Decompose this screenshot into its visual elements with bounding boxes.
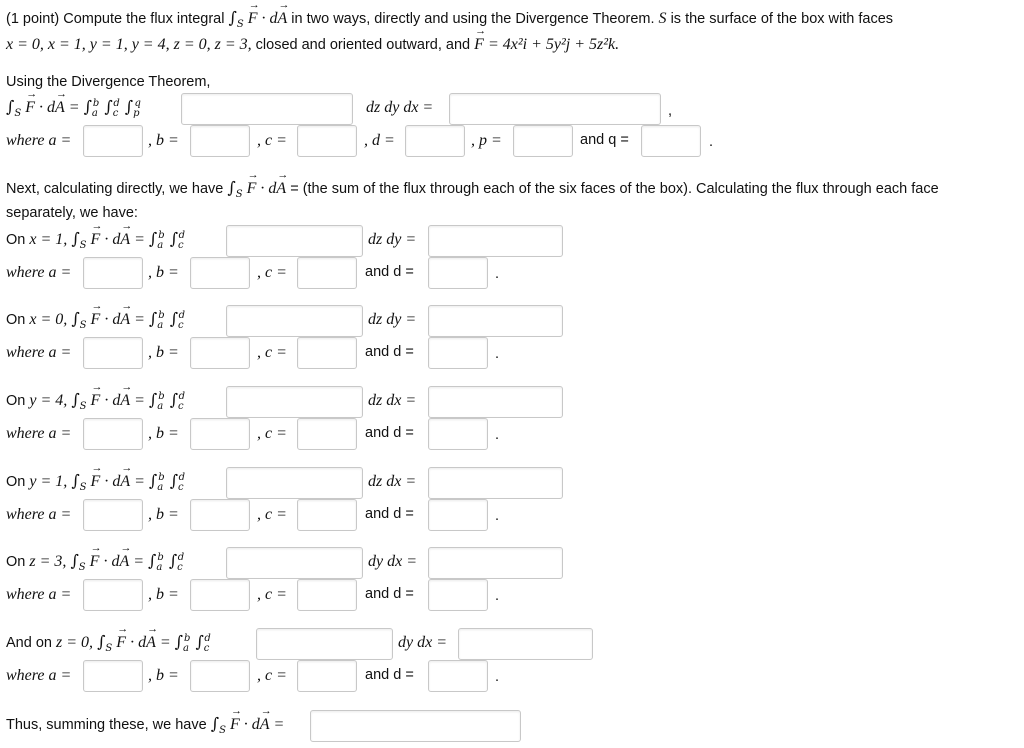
face-prefix: On [6, 474, 26, 490]
face-b-input[interactable] [190, 660, 250, 692]
b-label: , b = [148, 132, 179, 149]
problem-statement-line2: x = 0, x = 1, y = 1, y = 4, z = 0, z = 3, closed and oriented outward, and → F = 4x²i + 5y²j + 5z²k. [6, 36, 619, 54]
period: . [495, 266, 500, 282]
face-integrand-input[interactable] [256, 628, 393, 660]
direct-intro-b: = (the sum of the flux through each of the six faces of the box). Calculating the flux through each face [290, 181, 939, 197]
face-result-input[interactable] [428, 467, 563, 499]
face-c-input[interactable] [297, 337, 357, 369]
d-label: , d = [364, 132, 395, 149]
summary-text: Thus, summing these, we have [6, 717, 207, 733]
div-q-input[interactable] [641, 125, 701, 157]
face-b-input[interactable] [190, 418, 250, 450]
b-label: , b = [148, 667, 179, 684]
face-c-input[interactable] [297, 418, 357, 450]
face-d-input[interactable] [428, 337, 488, 369]
b-label: , b = [148, 264, 179, 281]
face-a-input[interactable] [83, 660, 143, 692]
face-equation: y = 1, [29, 473, 68, 490]
comma: , [668, 103, 673, 119]
face-d-input[interactable] [428, 660, 488, 692]
div-p-input[interactable] [513, 125, 573, 157]
face-prefix: On [6, 232, 26, 248]
c-label: , c = [257, 264, 287, 281]
points-label: (1 point) [6, 11, 60, 27]
face-result-input[interactable] [458, 628, 593, 660]
div-d-input[interactable] [405, 125, 465, 157]
problem-text-3: is the surface of the box with faces [670, 11, 894, 27]
and-d-label: and d = [365, 506, 414, 522]
summary-line: Thus, summing these, we have $\int_S \to F \cdot d\to A$ = [6, 714, 284, 736]
and-d-label: and d = [365, 264, 414, 280]
vector-field-formula: = 4x²i + 5y²j + 5z²k. [487, 36, 620, 53]
face-result-input[interactable] [428, 225, 563, 257]
p-label: , p = [471, 132, 502, 149]
face-integrand-input[interactable] [226, 386, 363, 418]
face-d-input[interactable] [428, 418, 488, 450]
face-equation: z = 0, [56, 634, 94, 651]
where-a-label [6, 132, 71, 150]
div-a-input[interactable] [83, 125, 143, 157]
face-diff-label: dz dy = [368, 311, 417, 328]
face-d-input[interactable] [428, 579, 488, 611]
face-b-input[interactable] [190, 257, 250, 289]
face-diff-label: dy dx = [398, 634, 447, 651]
divergence-heading: Using the Divergence Theorem, [6, 74, 211, 90]
face-diff-label: dz dx = [368, 392, 417, 409]
where-a-label: where a = [6, 264, 72, 281]
problem-statement-line1: (1 point) Compute the flux integral $\int_S \to F \cdot d\to A$ in two ways, directly and using the Divergence Theorem. S is the surface of the box with faces [6, 8, 893, 30]
where-a-label: where a = [6, 586, 72, 603]
c-label: , c = [257, 344, 287, 361]
div-b-input[interactable] [190, 125, 250, 157]
face-result-input[interactable] [428, 305, 563, 337]
face-integrand-input[interactable] [226, 225, 363, 257]
face-c-input[interactable] [297, 257, 357, 289]
c-label: , c = [257, 586, 287, 603]
face-prefix: On [6, 312, 26, 328]
and-d-label: and d = [365, 586, 414, 602]
face-integrand-input[interactable] [226, 467, 363, 499]
face-result-input[interactable] [428, 547, 563, 579]
face-equation: y = 4, [29, 392, 68, 409]
face-diff-label: dz dx = [368, 473, 417, 490]
face-diff-label: dy dx = [368, 553, 417, 570]
period: . [495, 588, 500, 604]
and-q-label: and q = [580, 132, 629, 148]
period: . [495, 427, 500, 443]
c-label: , c = [257, 506, 287, 523]
where-a-label: where a = [6, 344, 72, 361]
face-a-input[interactable] [83, 257, 143, 289]
face-c-input[interactable] [297, 660, 357, 692]
face-d-input[interactable] [428, 499, 488, 531]
div-c-input[interactable] [297, 125, 357, 157]
face-d-input[interactable] [428, 257, 488, 289]
c-label: , c = [257, 132, 287, 149]
diff-label: dz dy dx = [366, 99, 434, 116]
where-a-label: where a = [6, 506, 72, 523]
integrand-input[interactable] [181, 93, 353, 125]
face-b-input[interactable] [190, 499, 250, 531]
c-label: , c = [257, 667, 287, 684]
problem-text-2: in two ways, directly and using the Divergence Theorem. [291, 11, 655, 27]
face-b-input[interactable] [190, 337, 250, 369]
c-label: , c = [257, 425, 287, 442]
face-equation: z = 3, [29, 553, 67, 570]
face-a-input[interactable] [83, 579, 143, 611]
b-label: , b = [148, 344, 179, 361]
face-expr: On y = 4, $\int_S \to F \cdot d\to A = \int_a^b$ $\int_c^d$ [6, 390, 185, 412]
period: . [495, 669, 500, 685]
period: . [495, 508, 500, 524]
flux-integral-symbol: $\int_S$ [228, 8, 244, 31]
problem-text-4: closed and oriented outward, and [255, 37, 471, 53]
face-expr: And on z = 0, $\int_S \to F \cdot d\to A = \int_a^b$ $\int_c^d$ [6, 632, 211, 654]
total-flux-input[interactable] [310, 710, 521, 742]
face-prefix: And on [6, 635, 52, 651]
b-label: , b = [148, 506, 179, 523]
face-prefix: On [6, 393, 26, 409]
face-c-input[interactable] [297, 499, 357, 531]
direct-intro: Next, calculating directly, we have $\int_S \to F \cdot d\to A = (the$ sum of the flux through each of the six faces of the box). Calculating the flux through each face [6, 178, 939, 200]
direct-intro-a: Next, calculating directly, we have [6, 181, 224, 197]
face-expr: On x = 1, $\int_S \to F \cdot d\to A = \int_a^b$ $\int_c^d$ [6, 229, 185, 251]
and-d-label: and d = [365, 425, 414, 441]
face-prefix: On [6, 554, 26, 570]
face-expr: On y = 1, $\int_S \to F \cdot d\to A = \int_a^b$ $\int_c^d$ [6, 471, 185, 493]
face-integrand-input[interactable] [226, 305, 363, 337]
and-d-label: and d = [365, 667, 414, 683]
b-label: , b = [148, 586, 179, 603]
face-expr: On x = 0, $\int_S \to F \cdot d\to A = \int_a^b$ $\int_c^d$ [6, 309, 185, 331]
face-diff-label: dz dy = [368, 231, 417, 248]
divergence-result-input[interactable] [449, 93, 661, 125]
period: . [709, 134, 714, 150]
face-a-input[interactable] [83, 418, 143, 450]
direct-intro-c: separately, we have: [6, 205, 138, 221]
face-c-input[interactable] [297, 579, 357, 611]
surface-symbol: S [658, 10, 667, 27]
face-a-input[interactable] [83, 499, 143, 531]
face-integrand-input[interactable] [226, 547, 363, 579]
face-b-input[interactable] [190, 579, 250, 611]
face-equation: x = 1, [29, 231, 68, 248]
where-a-label: where a = [6, 667, 72, 684]
and-d-label: and d = [365, 344, 414, 360]
where-a-text: where a = [6, 132, 72, 149]
triple-integral-expr: $\int_S \to F \cdot d\to A = \int_a^b$ $\int_c^d$ $\int_p^q$ [6, 97, 141, 119]
face-expr: On z = 3, $\int_S \to F \cdot d\to A = \int_a^b$ $\int_c^d$ [6, 551, 184, 573]
face-a-input[interactable] [83, 337, 143, 369]
faces-list: x = 0, x = 1, y = 1, y = 4, z = 0, z = 3, [6, 36, 252, 53]
face-result-input[interactable] [428, 386, 563, 418]
face-equation: x = 0, [29, 311, 68, 328]
b-label: , b = [148, 425, 179, 442]
problem-text: Compute the flux integral [63, 11, 225, 27]
where-a-label: where a = [6, 425, 72, 442]
period: . [495, 346, 500, 362]
